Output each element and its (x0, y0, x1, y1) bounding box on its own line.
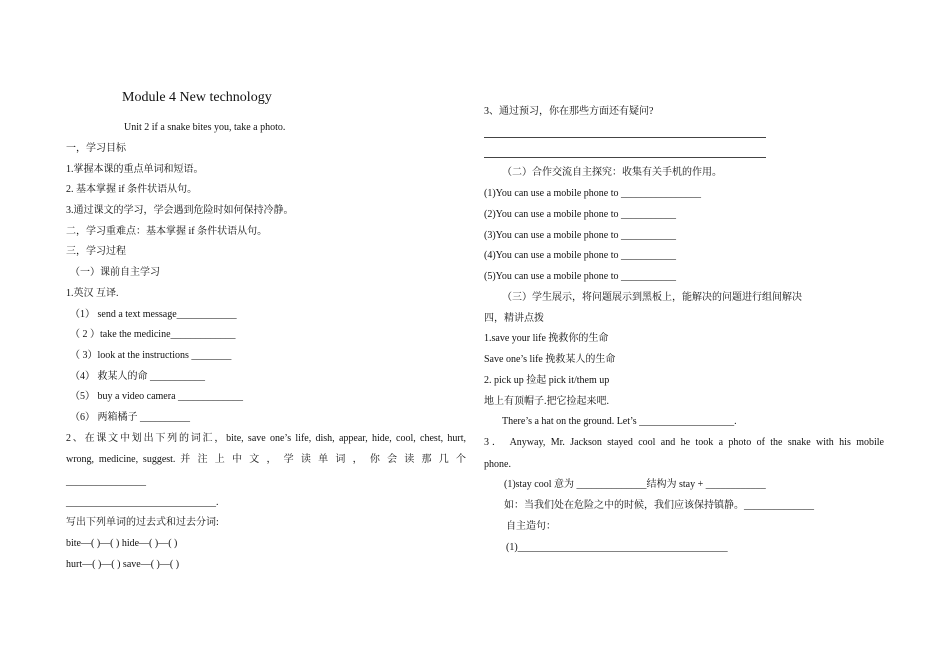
subsection-heading-cooperation: （二）合作交流自主探究：收集有关手机的作用。 (502, 167, 722, 178)
explanation-item: Save one’s life 挽救某人的生命 (484, 354, 616, 365)
translate-item: （4） 救某人的命 ___________ (70, 371, 205, 382)
self-sentence-heading: 自主造句： (506, 521, 556, 532)
phone-use-item: (1)You can use a mobile phone to ________________ (484, 188, 702, 199)
translate-heading: 1.英汉 互译. (66, 288, 119, 299)
translate-item: （5） buy a video camera _____________ (70, 391, 244, 402)
unit-title: Unit 2 if a snake bites you, take a photo. (124, 122, 286, 133)
subsection-heading-presentation: （三）学生展示，将问题展示到黑板上，能解决的问题进行组间解决 (502, 292, 802, 303)
phone-use-item: (2)You can use a mobile phone to ___________ (484, 209, 677, 220)
phone-use-item: (5)You can use a mobile phone to ___________ (484, 271, 677, 282)
explanation-item: phone. (484, 459, 511, 470)
phone-use-item: (4)You can use a mobile phone to ___________ (484, 250, 677, 261)
answer-blank: ______________________________. (66, 497, 219, 508)
explanation-item: 如：当我们处在危险之中的时候，我们应该保持镇静。______________ (504, 500, 814, 511)
section-heading-explanation: 四，精讲点拨 (484, 313, 544, 324)
translate-item: （ 2 ）take the medicine_____________ (70, 329, 236, 340)
phone-use-item: (3)You can use a mobile phone to ___________ (484, 230, 677, 241)
past-tense-heading: 写出下列单词的过去式和过去分词: (66, 517, 219, 528)
answer-blank: ________________ (66, 476, 146, 487)
section-heading-goals: 一，学习目标 (66, 143, 126, 154)
question-heading: 3、通过预习，你在那些方面还有疑问? (484, 106, 654, 117)
explanation-item: 1.save your life 挽救你的生命 (484, 333, 609, 344)
explanation-item: 3． Anyway, Mr. Jackson stayed cool and he took a photo of the snake with his mobile (484, 437, 884, 448)
goal-item: 3.通过课文的学习，学会遇到危险时如何保持冷静。 (66, 205, 294, 216)
past-tense-row: bite—( )—( ) hide—( )—( ) (66, 538, 178, 549)
translate-item: （6） 两箱橘子 __________ (70, 412, 190, 423)
translate-item: （ 3）look at the instructions ________ (70, 350, 232, 361)
answer-line (484, 137, 766, 138)
explanation-item: 地上有顶帽子.把它捡起来吧. (484, 396, 609, 407)
subsection-heading-self-study: （一）课前自主学习 (70, 267, 160, 278)
explanation-item: 2. pick up 捡起 pick it/them up (484, 375, 610, 386)
answer-blank: (1)__________________________________________ (506, 542, 728, 553)
goal-item: 2. 基本掌握 if 条件状语从句。 (66, 184, 198, 195)
translate-item: （1） send a text message____________ (70, 309, 237, 320)
page-title: Module 4 New technology (122, 90, 272, 105)
past-tense-row: hurt—( )—( ) save—( )—( ) (66, 559, 180, 570)
vocab-instruction: 2、在课文中划出下列的词汇，bite, save one’s life, dish, appear, hide, cool, chest, hurt, (66, 433, 466, 444)
explanation-item: (1)stay cool 意为 ______________结构为 stay + ____________ (504, 479, 766, 490)
section-heading-process: 三，学习过程 (66, 246, 126, 257)
explanation-item: There’s a hat on the ground. Let’s ___________________. (502, 416, 737, 427)
goal-item: 1.掌握本课的重点单词和短语。 (66, 164, 204, 175)
answer-line (484, 157, 766, 158)
vocab-instruction: wrong, medicine, suggest. 并 注 上 中 文 ， 学 读 单 词 ， 你 会 读 那 几 个 (66, 454, 466, 465)
section-heading-key-points: 二，学习重难点：基本掌握 if 条件状语从句。 (66, 226, 268, 237)
